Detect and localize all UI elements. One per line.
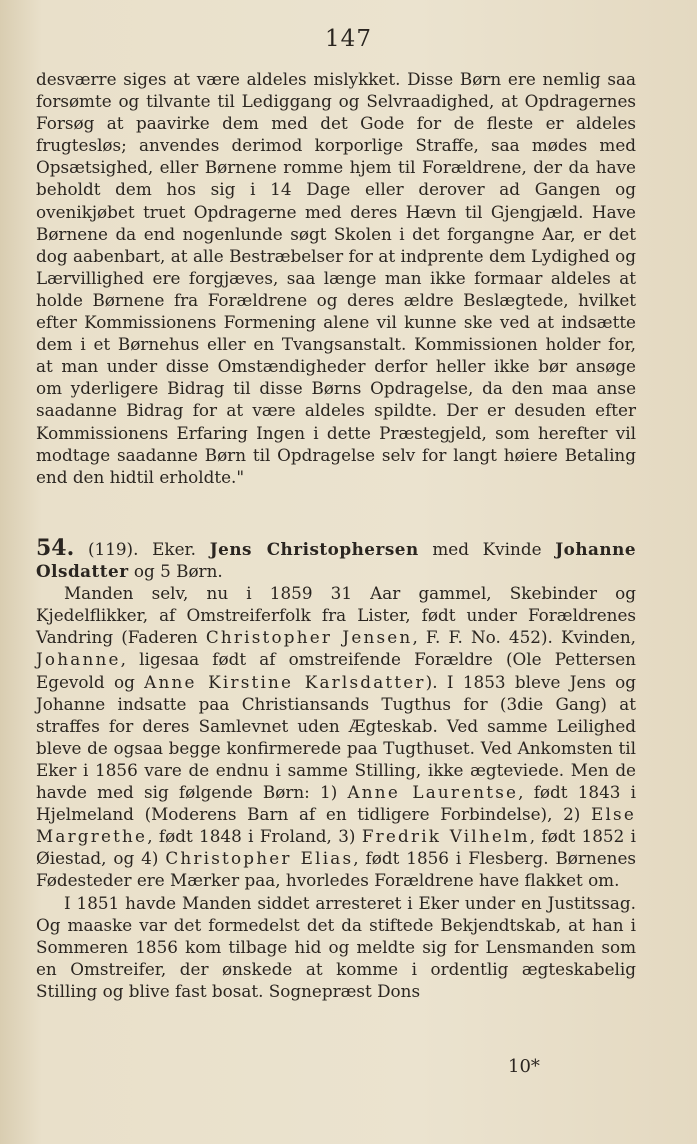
continued-paragraph-block bbox=[36, 68, 636, 488]
continued-paragraph: desværre siges at være aldeles mislykket. Disse Børn ere nemlig saa forsømte og tilvante til Lediggang og Selvraadighed, at Opdragernes Forsøg at paavirke dem med det Gode for de fleste er aldeles frugtesløs; anvendes derimod korporlige Straffe, saa mødes med Opsætsighed, eller Børnene romme hjem til Forældrene, der da have beholdt dem hos sig i 14 Dage eller derover ad Gangen og ovenikjøbet truet Opdragerne med deres Hævn til Gjengjæld. Have Børnene da end nogenlunde søgt Skolen i det forgangne Aar, er det dog aabenbart, at alle Bestræbelser for at indprente dem Lydighed og Lærvillighed ere forgjæves, saa længe man ikke formaar aldeles at holde Børnene fra Forældrene og deres ældre Beslægtede, hvilket efter Kommissionens Formening alene vil kunne ske ved at indsætte dem i et Børnehus eller en Tvangsanstalt. Kommissionen holder for, at man under disse Omstændigheder derfor heller ikke bør ansøge om yderligere Bidrag til disse Børns Opdragelse, da den maa anse saadanne Bidrag for at være aldeles spildte. Der er desuden efter Kommissionens Erfaring Ingen i dette Præstegjeld, som herefter vil modtage saadanne Børn til Opdragelse selv for langt høiere Betaling end den hidtil erholdte." bbox=[36, 69, 636, 487]
entry-children-note: og 5 Børn. bbox=[133, 561, 223, 582]
entry-head-name: Jens Christophersen bbox=[209, 539, 419, 559]
entry-paragraph-1 bbox=[36, 582, 636, 891]
entry-place: Eker. bbox=[152, 539, 197, 559]
father-name: Christopher Jensen bbox=[205, 627, 413, 648]
entry-heading-paragraph bbox=[36, 537, 636, 582]
child4-name: Christopher Elias bbox=[165, 848, 354, 869]
entry-paragraph-2: I 1851 havde Manden siddet arresteret i Eker under en Justitssag. Og maaske var det formedelst det da stiftede Bekjendtskab, at han i Sommeren 1856 kom tilbage hid og meldte sig for Lensmanden som en Omstreifer, der ønskede at komme i ordentlig ægteskabelig Stilling og blive fast bosat. Sognepræst Dons bbox=[36, 892, 636, 1001]
p1-rest: ). I 1853 bleve Jens og Johanne indsatte paa Christiansands Tugthus for (3die Gang) at straffes for deres Samlevnet uden Ægteskab. Ved samme Leilighed bleve de ogsaa begge konfirmerede paa Tugthuset. Ved Ankomsten til Eker i 1856 vare de endnu i samme Stilling, ikke ægteviede. Men de havde med sig følgende Børn: 1) bbox=[36, 671, 636, 803]
entry-54 bbox=[36, 537, 636, 1002]
p1-intro: Manden selv, nu i 1859 31 Aar gammel, Skebinder og Kjedelflikker, af Omstreiferfolk fra Lister, født under Forældrenes Vandring (Faderen bbox=[36, 583, 636, 648]
entry-connector: med Kvinde bbox=[432, 539, 542, 559]
entry-wife-name: Johanne Olsdatter bbox=[36, 539, 637, 582]
child3-info: , født 1852 i Øiestad, og 4) bbox=[36, 826, 636, 869]
entry-ref: (119). bbox=[87, 539, 139, 559]
child3-name: Fredrik Vilhelm bbox=[361, 826, 530, 847]
p1-ref: , F. F. No. 452). Kvinden, bbox=[412, 627, 637, 648]
child1-name: Anne Laurentse bbox=[347, 782, 519, 803]
p1-mid: , ligesaa født af omstreifende Forældre (Ole Pettersen Egevold og bbox=[36, 649, 636, 692]
page-number: 147 bbox=[325, 26, 372, 52]
signature-mark: 10* bbox=[508, 1056, 540, 1077]
child1-info: , født 1843 i Hjelmeland (Moderens Barn af en tidligere Forbindelse), 2) bbox=[36, 782, 636, 825]
entry-number: 54. bbox=[36, 535, 75, 561]
child4-info: , født 1856 i Flesberg. Børnenes Fødesteder ere Mærker paa, hvorledes Forældrene have flakket om. bbox=[36, 848, 637, 891]
child2-info: , født 1848 i Froland, 3) bbox=[147, 826, 356, 847]
wife-spaced-name: Johanne bbox=[36, 649, 121, 670]
child2-name: Else Margrethe bbox=[36, 804, 636, 847]
mother-name: Anne Kirstine Karlsdatter bbox=[144, 671, 426, 692]
